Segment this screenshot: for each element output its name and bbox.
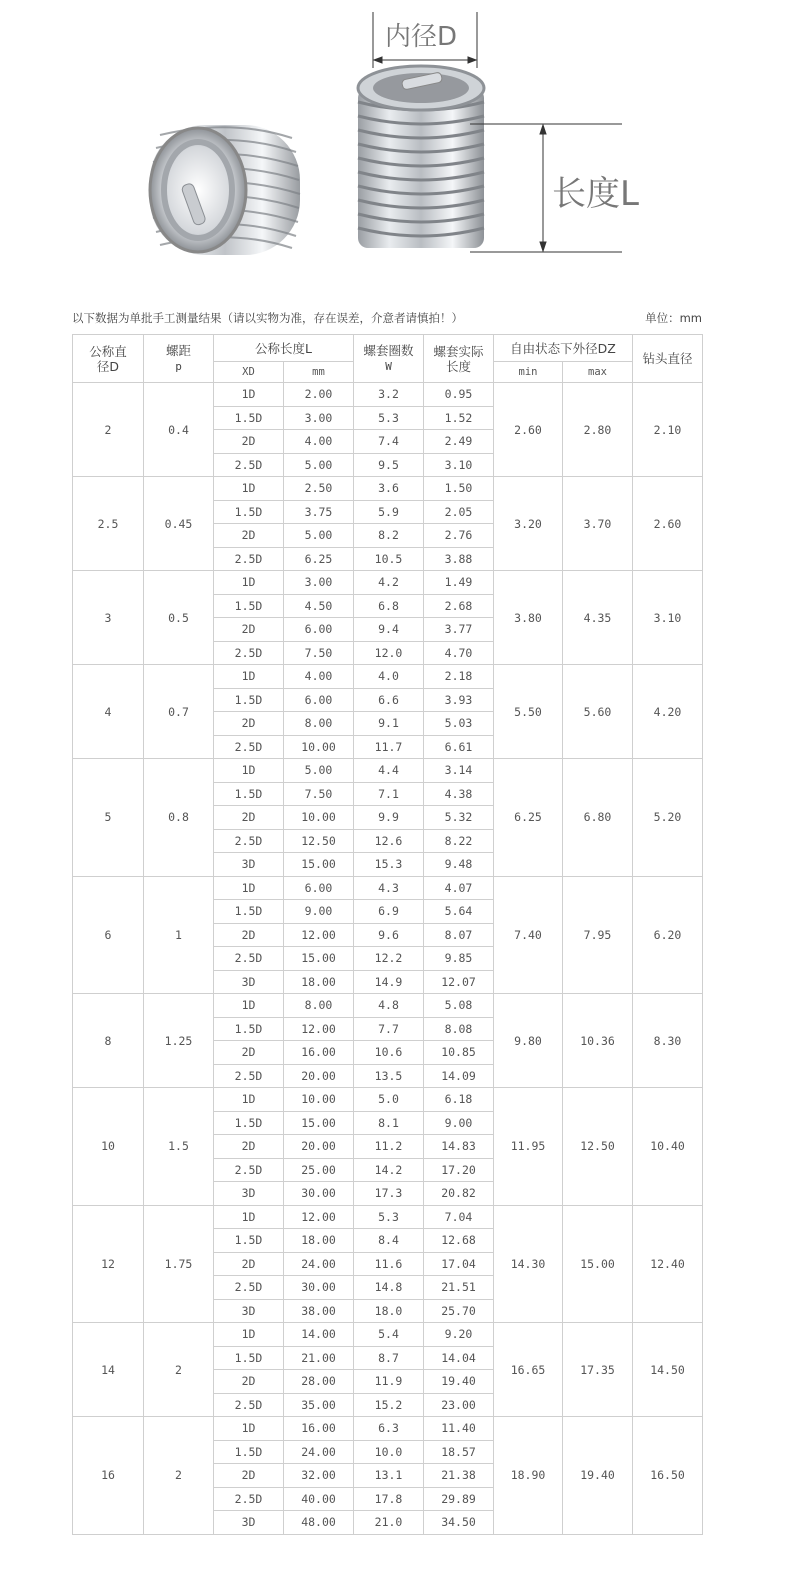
od-min-cell: 9.80 xyxy=(494,994,563,1088)
length-xd-cell: 1.5D xyxy=(214,1111,284,1135)
turns-cell: 11.2 xyxy=(354,1135,424,1159)
actual-length-cell: 18.57 xyxy=(424,1440,494,1464)
actual-length-cell: 5.32 xyxy=(424,806,494,830)
turns-cell: 8.4 xyxy=(354,1229,424,1253)
length-mm-cell: 30.00 xyxy=(284,1182,354,1206)
actual-length-cell: 12.68 xyxy=(424,1229,494,1253)
actual-length-cell: 14.04 xyxy=(424,1346,494,1370)
actual-length-cell: 14.83 xyxy=(424,1135,494,1159)
actual-length-cell: 3.14 xyxy=(424,759,494,783)
length-mm-cell: 3.00 xyxy=(284,406,354,430)
actual-length-cell: 6.18 xyxy=(424,1088,494,1112)
length-mm-cell: 8.00 xyxy=(284,994,354,1018)
turns-cell: 6.6 xyxy=(354,688,424,712)
length-xd-cell: 1D xyxy=(214,1205,284,1229)
actual-length-cell: 9.48 xyxy=(424,853,494,877)
inner-diameter-label: 内径D xyxy=(385,22,458,52)
od-min-cell: 5.50 xyxy=(494,665,563,759)
length-xd-cell: 1D xyxy=(214,876,284,900)
turns-cell: 13.5 xyxy=(354,1064,424,1088)
drill-diameter-cell: 10.40 xyxy=(633,1088,703,1206)
turns-cell: 8.2 xyxy=(354,524,424,548)
od-min-cell: 2.60 xyxy=(494,383,563,477)
length-xd-cell: 2.5D xyxy=(214,547,284,571)
od-max-cell: 17.35 xyxy=(563,1323,633,1417)
turns-cell: 5.0 xyxy=(354,1088,424,1112)
actual-length-cell: 8.22 xyxy=(424,829,494,853)
header-actual-length: 螺套实际长度 xyxy=(424,335,494,383)
actual-length-cell: 5.64 xyxy=(424,900,494,924)
actual-length-cell: 4.07 xyxy=(424,876,494,900)
table-caption xyxy=(72,308,702,328)
od-min-cell: 11.95 xyxy=(494,1088,563,1206)
actual-length-cell: 9.85 xyxy=(424,947,494,971)
length-xd-cell: 1.5D xyxy=(214,500,284,524)
actual-length-cell: 29.89 xyxy=(424,1487,494,1511)
pitch-cell: 1.75 xyxy=(144,1205,214,1323)
length-mm-cell: 15.00 xyxy=(284,1111,354,1135)
drill-diameter-cell: 2.10 xyxy=(633,383,703,477)
turns-cell: 18.0 xyxy=(354,1299,424,1323)
table-row xyxy=(73,383,703,407)
actual-length-cell: 9.20 xyxy=(424,1323,494,1347)
length-xd-cell: 2.5D xyxy=(214,1276,284,1300)
length-xd-cell: 2.5D xyxy=(214,947,284,971)
length-mm-cell: 2.50 xyxy=(284,477,354,501)
length-xd-cell: 2.5D xyxy=(214,453,284,477)
actual-length-cell: 21.38 xyxy=(424,1464,494,1488)
actual-length-cell: 4.38 xyxy=(424,782,494,806)
length-xd-cell: 3D xyxy=(214,1511,284,1535)
nominal-diameter-cell: 16 xyxy=(73,1417,144,1535)
length-xd-cell: 2D xyxy=(214,1464,284,1488)
table-row xyxy=(73,571,703,595)
table-row xyxy=(73,876,703,900)
actual-length-cell: 8.07 xyxy=(424,923,494,947)
table-row xyxy=(73,1088,703,1112)
turns-cell: 6.8 xyxy=(354,594,424,618)
pitch-cell: 2 xyxy=(144,1417,214,1535)
actual-length-cell: 3.77 xyxy=(424,618,494,642)
length-mm-cell: 15.00 xyxy=(284,853,354,877)
od-max-cell: 19.40 xyxy=(563,1417,633,1535)
turns-cell: 5.4 xyxy=(354,1323,424,1347)
turns-cell: 11.6 xyxy=(354,1252,424,1276)
length-mm-cell: 24.00 xyxy=(284,1252,354,1276)
length-mm-cell: 12.00 xyxy=(284,1205,354,1229)
length-xd-cell: 1D xyxy=(214,1323,284,1347)
turns-cell: 9.6 xyxy=(354,923,424,947)
turns-cell: 7.7 xyxy=(354,1017,424,1041)
length-mm-cell: 21.00 xyxy=(284,1346,354,1370)
length-xd-cell: 2.5D xyxy=(214,1393,284,1417)
od-min-cell: 3.80 xyxy=(494,571,563,665)
length-mm-cell: 14.00 xyxy=(284,1323,354,1347)
turns-cell: 10.5 xyxy=(354,547,424,571)
length-xd-cell: 1D xyxy=(214,1088,284,1112)
turns-cell: 12.2 xyxy=(354,947,424,971)
actual-length-cell: 14.09 xyxy=(424,1064,494,1088)
actual-length-cell: 4.70 xyxy=(424,641,494,665)
length-mm-cell: 12.50 xyxy=(284,829,354,853)
length-mm-cell: 28.00 xyxy=(284,1370,354,1394)
length-mm-cell: 10.00 xyxy=(284,806,354,830)
length-mm-cell: 32.00 xyxy=(284,1464,354,1488)
nominal-diameter-cell: 5 xyxy=(73,759,144,877)
length-xd-cell: 1.5D xyxy=(214,688,284,712)
pitch-cell: 2 xyxy=(144,1323,214,1417)
actual-length-cell: 5.08 xyxy=(424,994,494,1018)
od-max-cell: 5.60 xyxy=(563,665,633,759)
drill-diameter-cell: 16.50 xyxy=(633,1417,703,1535)
length-xd-cell: 1D xyxy=(214,477,284,501)
length-xd-cell: 2D xyxy=(214,806,284,830)
turns-cell: 3.6 xyxy=(354,477,424,501)
od-max-cell: 2.80 xyxy=(563,383,633,477)
drill-diameter-cell: 12.40 xyxy=(633,1205,703,1323)
drill-diameter-cell: 4.20 xyxy=(633,665,703,759)
length-mm-cell: 5.00 xyxy=(284,759,354,783)
actual-length-cell: 34.50 xyxy=(424,1511,494,1535)
drill-diameter-cell: 2.60 xyxy=(633,477,703,571)
drill-diameter-cell: 14.50 xyxy=(633,1323,703,1417)
actual-length-cell: 2.76 xyxy=(424,524,494,548)
table-body xyxy=(73,383,703,1535)
length-mm-cell: 10.00 xyxy=(284,1088,354,1112)
header-od-min: min xyxy=(494,362,563,383)
actual-length-cell: 2.68 xyxy=(424,594,494,618)
od-max-cell: 4.35 xyxy=(563,571,633,665)
turns-cell: 6.9 xyxy=(354,900,424,924)
length-xd-cell: 1.5D xyxy=(214,782,284,806)
actual-length-cell: 6.61 xyxy=(424,735,494,759)
nominal-diameter-cell: 6 xyxy=(73,876,144,994)
turns-cell: 17.8 xyxy=(354,1487,424,1511)
turns-cell: 5.3 xyxy=(354,1205,424,1229)
od-max-cell: 7.95 xyxy=(563,876,633,994)
turns-cell: 8.1 xyxy=(354,1111,424,1135)
header-drill-diameter: 钻头直径 xyxy=(633,335,703,383)
turns-cell: 5.9 xyxy=(354,500,424,524)
actual-length-cell: 2.49 xyxy=(424,430,494,454)
actual-length-cell: 8.08 xyxy=(424,1017,494,1041)
length-mm-cell: 3.00 xyxy=(284,571,354,595)
turns-cell: 12.6 xyxy=(354,829,424,853)
od-min-cell: 14.30 xyxy=(494,1205,563,1323)
actual-length-cell: 17.04 xyxy=(424,1252,494,1276)
length-xd-cell: 2D xyxy=(214,1135,284,1159)
length-mm-cell: 7.50 xyxy=(284,782,354,806)
header-nominal-diameter: 公称直径D xyxy=(73,335,144,383)
table-row xyxy=(73,665,703,689)
actual-length-cell: 23.00 xyxy=(424,1393,494,1417)
length-xd-cell: 2.5D xyxy=(214,829,284,853)
length-xd-cell: 2D xyxy=(214,524,284,548)
nominal-diameter-cell: 8 xyxy=(73,994,144,1088)
length-xd-cell: 1D xyxy=(214,665,284,689)
length-mm-cell: 40.00 xyxy=(284,1487,354,1511)
length-mm-cell: 6.00 xyxy=(284,618,354,642)
table-header xyxy=(73,335,703,383)
actual-length-cell: 25.70 xyxy=(424,1299,494,1323)
turns-cell: 4.2 xyxy=(354,571,424,595)
actual-length-cell: 1.49 xyxy=(424,571,494,595)
turns-cell: 11.7 xyxy=(354,735,424,759)
pitch-cell: 0.45 xyxy=(144,477,214,571)
length-xd-cell: 1.5D xyxy=(214,1440,284,1464)
length-mm-cell: 30.00 xyxy=(284,1276,354,1300)
length-mm-cell: 5.00 xyxy=(284,524,354,548)
od-max-cell: 15.00 xyxy=(563,1205,633,1323)
length-xd-cell: 2D xyxy=(214,712,284,736)
length-xd-cell: 2D xyxy=(214,430,284,454)
length-xd-cell: 1.5D xyxy=(214,1346,284,1370)
drill-diameter-cell: 6.20 xyxy=(633,876,703,994)
actual-length-cell: 1.50 xyxy=(424,477,494,501)
length-mm-cell: 3.75 xyxy=(284,500,354,524)
length-mm-cell: 25.00 xyxy=(284,1158,354,1182)
thread-insert-side-image xyxy=(358,66,484,248)
length-mm-cell: 4.00 xyxy=(284,430,354,454)
od-min-cell: 3.20 xyxy=(494,477,563,571)
length-mm-cell: 16.00 xyxy=(284,1041,354,1065)
header-free-od: 自由状态下外径DZ xyxy=(494,335,633,362)
header-turns: 螺套圈数 W xyxy=(354,335,424,383)
length-mm-cell: 18.00 xyxy=(284,970,354,994)
length-xd-cell: 2.5D xyxy=(214,1064,284,1088)
actual-length-cell: 21.51 xyxy=(424,1276,494,1300)
length-xd-cell: 3D xyxy=(214,853,284,877)
actual-length-cell: 9.00 xyxy=(424,1111,494,1135)
nominal-diameter-cell: 3 xyxy=(73,571,144,665)
turns-cell: 7.1 xyxy=(354,782,424,806)
od-max-cell: 12.50 xyxy=(563,1088,633,1206)
od-max-cell: 3.70 xyxy=(563,477,633,571)
length-mm-cell: 24.00 xyxy=(284,1440,354,1464)
length-mm-cell: 12.00 xyxy=(284,923,354,947)
length-mm-cell: 4.50 xyxy=(284,594,354,618)
turns-cell: 10.6 xyxy=(354,1041,424,1065)
actual-length-cell: 11.40 xyxy=(424,1417,494,1441)
turns-cell: 6.3 xyxy=(354,1417,424,1441)
length-xd-cell: 2.5D xyxy=(214,1158,284,1182)
length-mm-cell: 38.00 xyxy=(284,1299,354,1323)
turns-cell: 14.8 xyxy=(354,1276,424,1300)
spec-table xyxy=(72,334,703,1535)
actual-length-cell: 10.85 xyxy=(424,1041,494,1065)
drill-diameter-cell: 5.20 xyxy=(633,759,703,877)
table-row xyxy=(73,1205,703,1229)
actual-length-cell: 7.04 xyxy=(424,1205,494,1229)
turns-cell: 7.4 xyxy=(354,430,424,454)
turns-cell: 4.3 xyxy=(354,876,424,900)
actual-length-cell: 3.88 xyxy=(424,547,494,571)
pitch-cell: 0.8 xyxy=(144,759,214,877)
header-nominal-length: 公称长度L xyxy=(214,335,354,362)
length-mm-cell: 8.00 xyxy=(284,712,354,736)
length-xd-cell: 1.5D xyxy=(214,900,284,924)
drill-diameter-cell: 8.30 xyxy=(633,994,703,1088)
length-mm-cell: 6.25 xyxy=(284,547,354,571)
od-max-cell: 6.80 xyxy=(563,759,633,877)
header-length-mm: mm xyxy=(284,362,354,383)
pitch-cell: 1.25 xyxy=(144,994,214,1088)
turns-cell: 15.3 xyxy=(354,853,424,877)
measurement-note: 以下数据为单批手工测量结果（请以实物为准，存在误差，介意者请慎拍！） xyxy=(72,311,463,325)
header-length-xd: XD xyxy=(214,362,284,383)
length-mm-cell: 9.00 xyxy=(284,900,354,924)
length-xd-cell: 2D xyxy=(214,923,284,947)
turns-cell: 14.9 xyxy=(354,970,424,994)
turns-cell: 5.3 xyxy=(354,406,424,430)
turns-cell: 17.3 xyxy=(354,1182,424,1206)
turns-cell: 13.1 xyxy=(354,1464,424,1488)
length-xd-cell: 2.5D xyxy=(214,641,284,665)
pitch-cell: 0.5 xyxy=(144,571,214,665)
thread-insert-angled-image xyxy=(150,125,300,255)
length-xd-cell: 1.5D xyxy=(214,406,284,430)
length-mm-cell: 35.00 xyxy=(284,1393,354,1417)
length-mm-cell: 7.50 xyxy=(284,641,354,665)
pitch-cell: 1.5 xyxy=(144,1088,214,1206)
od-min-cell: 6.25 xyxy=(494,759,563,877)
nominal-diameter-cell: 2 xyxy=(73,383,144,477)
turns-cell: 15.2 xyxy=(354,1393,424,1417)
turns-cell: 9.9 xyxy=(354,806,424,830)
length-xd-cell: 2D xyxy=(214,1041,284,1065)
length-xd-cell: 1D xyxy=(214,759,284,783)
length-mm-cell: 18.00 xyxy=(284,1229,354,1253)
actual-length-cell: 0.95 xyxy=(424,383,494,407)
unit-label: 单位：mm xyxy=(645,311,702,325)
od-max-cell: 10.36 xyxy=(563,994,633,1088)
length-mm-cell: 12.00 xyxy=(284,1017,354,1041)
length-mm-cell: 20.00 xyxy=(284,1135,354,1159)
length-mm-cell: 5.00 xyxy=(284,453,354,477)
turns-cell: 12.0 xyxy=(354,641,424,665)
length-xd-cell: 3D xyxy=(214,1182,284,1206)
length-xd-cell: 1D xyxy=(214,571,284,595)
actual-length-cell: 20.82 xyxy=(424,1182,494,1206)
length-mm-cell: 4.00 xyxy=(284,665,354,689)
od-min-cell: 7.40 xyxy=(494,876,563,994)
turns-cell: 10.0 xyxy=(354,1440,424,1464)
length-xd-cell: 2D xyxy=(214,618,284,642)
actual-length-cell: 5.03 xyxy=(424,712,494,736)
pitch-cell: 1 xyxy=(144,876,214,994)
nominal-diameter-cell: 4 xyxy=(73,665,144,759)
length-xd-cell: 1D xyxy=(214,1417,284,1441)
actual-length-cell: 2.18 xyxy=(424,665,494,689)
od-min-cell: 18.90 xyxy=(494,1417,563,1535)
length-mm-cell: 20.00 xyxy=(284,1064,354,1088)
turns-cell: 4.0 xyxy=(354,665,424,689)
actual-length-cell: 12.07 xyxy=(424,970,494,994)
length-label: 长度L xyxy=(552,174,639,214)
turns-cell: 4.4 xyxy=(354,759,424,783)
nominal-diameter-cell: 12 xyxy=(73,1205,144,1323)
length-mm-cell: 16.00 xyxy=(284,1417,354,1441)
od-min-cell: 16.65 xyxy=(494,1323,563,1417)
actual-length-cell: 1.52 xyxy=(424,406,494,430)
length-mm-cell: 15.00 xyxy=(284,947,354,971)
turns-cell: 8.7 xyxy=(354,1346,424,1370)
nominal-diameter-cell: 2.5 xyxy=(73,477,144,571)
actual-length-cell: 3.93 xyxy=(424,688,494,712)
turns-cell: 3.2 xyxy=(354,383,424,407)
turns-cell: 9.1 xyxy=(354,712,424,736)
pitch-cell: 0.7 xyxy=(144,665,214,759)
table-row xyxy=(73,1323,703,1347)
actual-length-cell: 2.05 xyxy=(424,500,494,524)
turns-cell: 9.5 xyxy=(354,453,424,477)
length-xd-cell: 3D xyxy=(214,1299,284,1323)
length-xd-cell: 2.5D xyxy=(214,1487,284,1511)
turns-cell: 9.4 xyxy=(354,618,424,642)
header-pitch: 螺距 p xyxy=(144,335,214,383)
length-xd-cell: 3D xyxy=(214,970,284,994)
length-mm-cell: 6.00 xyxy=(284,688,354,712)
length-mm-cell: 10.00 xyxy=(284,735,354,759)
table-row xyxy=(73,759,703,783)
table-row xyxy=(73,994,703,1018)
length-mm-cell: 48.00 xyxy=(284,1511,354,1535)
nominal-diameter-cell: 14 xyxy=(73,1323,144,1417)
length-xd-cell: 1.5D xyxy=(214,1229,284,1253)
actual-length-cell: 3.10 xyxy=(424,453,494,477)
pitch-cell: 0.4 xyxy=(144,383,214,477)
length-mm-cell: 2.00 xyxy=(284,383,354,407)
length-xd-cell: 2D xyxy=(214,1370,284,1394)
turns-cell: 21.0 xyxy=(354,1511,424,1535)
turns-cell: 11.9 xyxy=(354,1370,424,1394)
length-xd-cell: 2.5D xyxy=(214,735,284,759)
nominal-diameter-cell: 10 xyxy=(73,1088,144,1206)
drill-diameter-cell: 3.10 xyxy=(633,571,703,665)
actual-length-cell: 19.40 xyxy=(424,1370,494,1394)
length-xd-cell: 1D xyxy=(214,383,284,407)
turns-cell: 14.2 xyxy=(354,1158,424,1182)
actual-length-cell: 17.20 xyxy=(424,1158,494,1182)
length-xd-cell: 1.5D xyxy=(214,594,284,618)
table-row xyxy=(73,477,703,501)
header-od-max: max xyxy=(563,362,633,383)
length-xd-cell: 1D xyxy=(214,994,284,1018)
turns-cell: 4.8 xyxy=(354,994,424,1018)
length-xd-cell: 1.5D xyxy=(214,1017,284,1041)
table-row xyxy=(73,1417,703,1441)
length-mm-cell: 6.00 xyxy=(284,876,354,900)
length-xd-cell: 2D xyxy=(214,1252,284,1276)
